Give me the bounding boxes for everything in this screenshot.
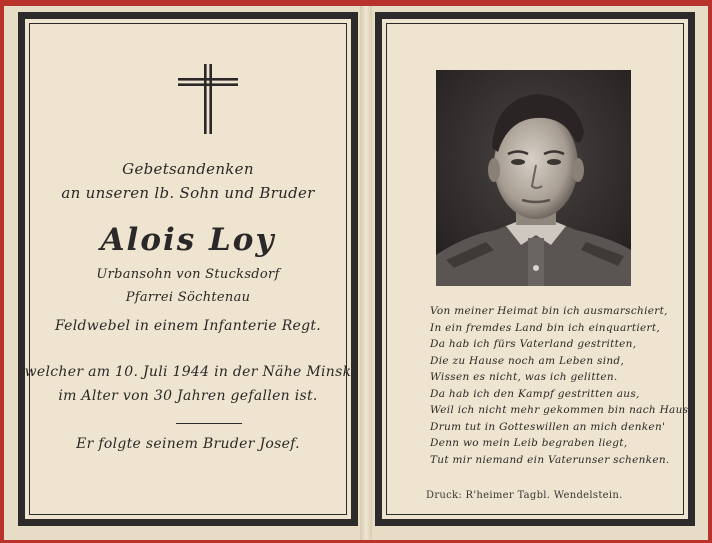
poem	[430, 303, 692, 468]
portrait-photo	[436, 70, 631, 286]
memorial-subheading: an unseren lb. Sohn und Bruder	[61, 184, 315, 202]
poem-line: Drum tut in Gotteswillen an mich denken'	[430, 420, 666, 433]
poem-line: Von meiner Heimat bin ich ausmarschiert,	[430, 305, 668, 317]
divider-line	[176, 423, 242, 424]
poem-line: Da hab ich den Kampf gestritten aus,	[430, 387, 640, 400]
left-content	[18, 0, 358, 543]
poem-line: Tut mir niemand ein Vaterunser schenken.	[430, 453, 670, 466]
death-date-line: welcher am 10. Juli 1944 in der Nähe Minsk	[24, 364, 352, 380]
poem-line: Da hab ich fürs Vaterland gestritten,	[430, 338, 637, 350]
printer-credit: Druck: R'heimer Tagbl. Wendelstein.	[426, 490, 623, 501]
double-cross-icon	[178, 62, 238, 134]
card-fold	[360, 6, 372, 540]
brother-line: Er folgte seinem Bruder Josef.	[76, 436, 300, 452]
origin-line: Urbansohn von Stucksdorf	[96, 267, 280, 282]
rank-line: Feldwebel in einem Infanterie Regt.	[54, 318, 322, 334]
poem-line: Weil ich nicht mehr gekommen bin nach Haus,	[430, 404, 692, 416]
poem-line: Die zu Hause noch am Leben sind,	[430, 354, 625, 367]
memorial-heading: Gebetsandenken	[122, 160, 254, 178]
poem-line: Denn wo mein Leib begraben liegt,	[430, 437, 628, 449]
poem-line: In ein fremdes Land bin ich einquartiert,	[430, 321, 660, 334]
age-line: im Alter von 30 Jahren gefallen ist.	[58, 388, 318, 404]
parish-line: Pfarrei Söchtenau	[125, 290, 251, 305]
poem-line: Wissen es nicht, was ich gelitten.	[430, 371, 618, 383]
deceased-name: Alois Loy	[100, 222, 276, 258]
